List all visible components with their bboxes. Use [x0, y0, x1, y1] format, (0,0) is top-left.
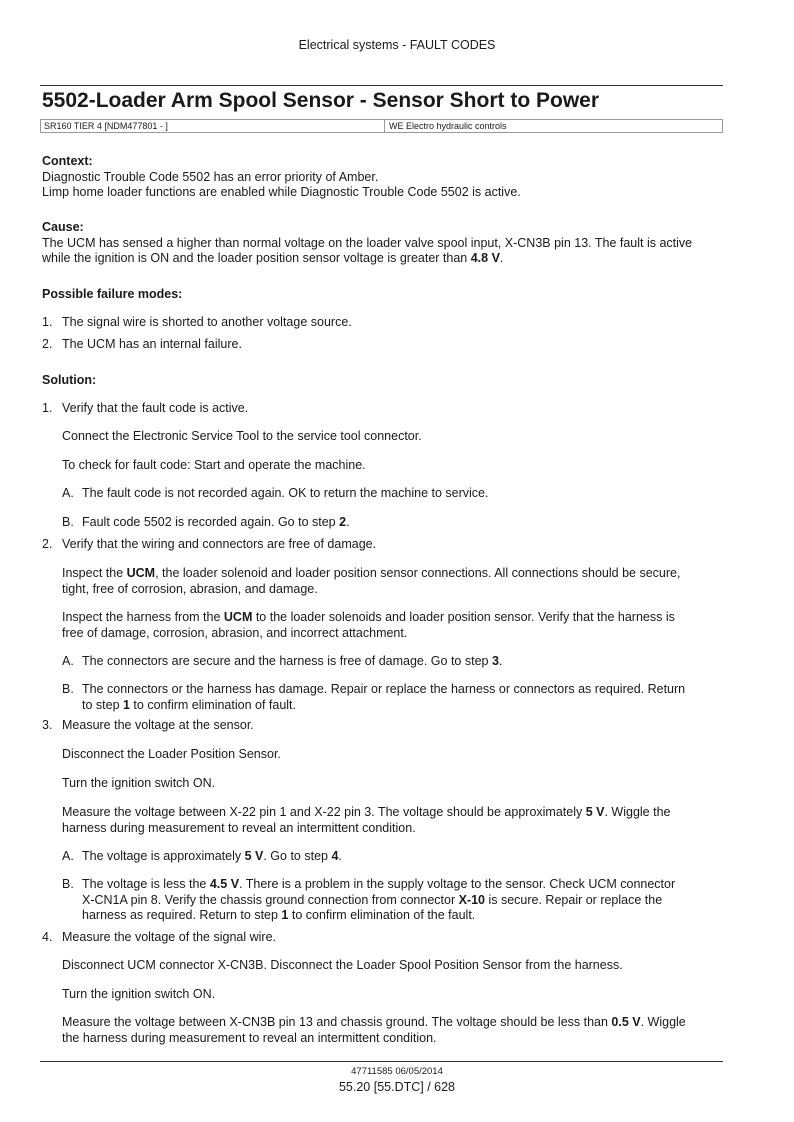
model-label: SR160 TIER 4 [NDM477801 - ]	[44, 121, 168, 131]
context-section	[42, 154, 723, 201]
footer-rule	[40, 1061, 723, 1062]
page-header: Electrical systems - FAULT CODES	[298, 38, 496, 52]
context-heading: Context:	[42, 154, 93, 168]
meta-bar	[40, 119, 723, 133]
step-1: 1. Verify that the fault code is active.	[42, 401, 249, 415]
list-item: 1. The signal wire is shorted to another voltage source.	[42, 315, 352, 329]
solution-heading: Solution:	[42, 373, 97, 387]
page-title: 5502-Loader Arm Spool Sensor - Sensor Short to Power	[42, 89, 600, 112]
footer-page-number: 55.20 [55.DTC] / 628	[338, 1080, 456, 1094]
failure-modes-heading: Possible failure modes:	[42, 287, 183, 301]
cause-section	[42, 220, 723, 267]
context-line: Diagnostic Trouble Code 5502 has an error priority of Amber.	[42, 169, 379, 184]
footer-doc-id: 47711585 06/05/2014	[351, 1066, 443, 1077]
cause-heading: Cause:	[42, 220, 84, 234]
cause-line: while the ignition is ON and the loader position sensor voltage is greater than 4.8 V.	[42, 251, 504, 265]
context-line: Limp home loader functions are enabled while Diagnostic Trouble Code 5502 is active.	[42, 185, 521, 199]
voltage-value: 4.8 V	[470, 251, 500, 265]
header-rule	[40, 85, 723, 86]
list-item: 2. The UCM has an internal failure.	[42, 337, 242, 351]
cause-line: The UCM has sensed a higher than normal voltage on the loader valve spool input, X-CN3B pin 13. The fault is active	[42, 235, 693, 250]
system-label: WE Electro hydraulic controls	[384, 120, 507, 132]
